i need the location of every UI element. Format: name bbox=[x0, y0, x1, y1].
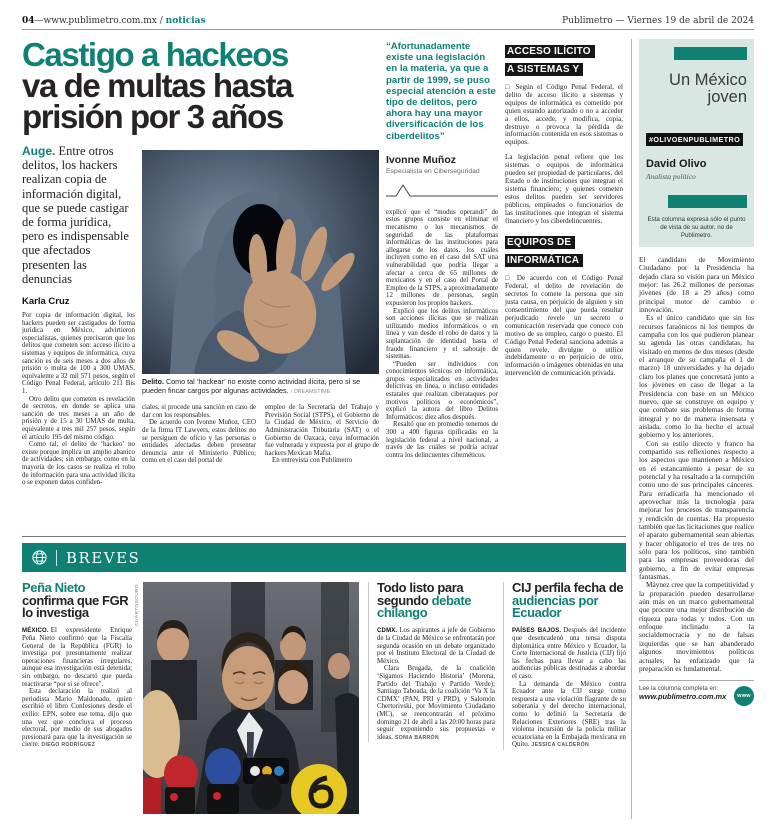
body-paragraph: Resaltó que en promedio tenemos de 300 a 400 figuras tipificadas en la legislación federal a nivel nacional, a través de las cuáles se podría actuar contra los delincuentes cibernéticos. bbox=[386, 421, 498, 459]
decorative-bar-bottom bbox=[668, 195, 747, 208]
opinion-paragraph: Con su estilo directo y franco ha compartido sus reflexiones respecto a los aspectos que mantienen a México en el estancamiento a pesar de su potencial y ha resaltado a la corrupción como uno de sus principales cánceres. Para erradicarla ha mencionado el aprovechar más la tecnología para mejorar los procesos de transparencia y rendición de cuentas. Ha propuesto también que las licitaciones que realice el aparato gubernamental sean abiertas y hacer obligatorio el tres de tres no sólo para los políticos, sino también para las empresas proveedoras del gobierno, a fin de evitar empresas fantasmas. bbox=[639, 438, 754, 582]
breves-articles bbox=[22, 582, 626, 819]
page-number: 04 bbox=[22, 16, 35, 26]
body-paragraph: Explicó que los delitos informáticos son acciones ilícitas que se realizan utilizando medios informáticos o en línea y van desde el robo de datos y la suplantación de identidad hasta el fraude financiero y el sabotaje de sistemas. bbox=[386, 307, 498, 361]
opinion-paragraph: Es el único candidato que sin los recursos faraónicos ni los tiempos de campaña con los que pudieron planear su agenda las otras candidatas, ha visitado en menos de dos meses (desde el arranque de su campaña el 1 de marzo) 18 universidades y ha dejado claro los planes que concretará junto a los jóvenes en caso de llegar a la Presidencia con base en un México nuevo, que se construye en equipo y que combate sus problemas de forma integral y no de manera insensata y aislada, como lo ha hecho el actual gobierno y los anteriores. bbox=[639, 313, 754, 440]
brief-title bbox=[377, 582, 495, 620]
bar-separator bbox=[56, 550, 57, 566]
opinion-paragraph: El candidato de Movimiento Ciudadano por la Presidencia ha dejado clara su visión para un México mejor: las 26.2 millones de personas jóvenes (de 18 a 29 años) como principal motor de cambio e innovación. bbox=[639, 255, 754, 315]
main-article bbox=[22, 39, 626, 531]
byline: Karla Cruz bbox=[22, 296, 70, 308]
headline-rest: va de multas hasta prisión por 3 años bbox=[22, 67, 293, 135]
quote-author-role: Especialista en Ciberseguridad bbox=[386, 167, 480, 175]
photo-caption bbox=[142, 378, 379, 396]
caption-text: Como tal ‘hackear’ no existe como actividad ilícita, pero sí se pueden fincar cargos por algunas actividades. bbox=[142, 377, 361, 395]
sidebar-column bbox=[505, 39, 623, 531]
quote-author: Ivonne Muñoz bbox=[386, 153, 456, 166]
caption-lead: Delito. bbox=[142, 377, 164, 386]
sidebar-title-2: EQUIPOS DE INFORMÁTICA bbox=[505, 236, 583, 267]
dateline: CDMX. bbox=[377, 627, 398, 634]
brief-paragraph bbox=[22, 688, 132, 750]
reporter-credit: JESSICA CALDERÓN bbox=[531, 742, 590, 749]
breves-label: BREVES bbox=[66, 548, 141, 567]
opinion-body bbox=[639, 256, 754, 673]
sidebar-title-1-wrap bbox=[505, 41, 597, 77]
opinion-footer bbox=[639, 680, 754, 701]
brief-title-rest: confirma que FGR lo investiga bbox=[22, 592, 129, 620]
sidebar-title-1: ACCESO ILÍCITO A SISTEMAS Y bbox=[505, 45, 595, 76]
header-left bbox=[22, 16, 206, 26]
globe-icon bbox=[32, 550, 47, 565]
body-paragraph: Por copia de información digital, los hackers pueden ser castigados de forma jurídica en México, advirtieron especialistas, quienes precisaron que los delitos que cometen son: acceso ilícito a sistemas y equipos de informática, cuya sanción es de seis meses a dos años de prisión o multa de 100 a 300 UMAS, equivalente a 32 mil 571 pesos, según el Código Penal Federal, artículo 211 Bis 1. bbox=[22, 312, 135, 395]
opinion-header-box bbox=[639, 39, 754, 247]
body-paragraph: En entrevista con Publímetro bbox=[272, 457, 353, 465]
text-column-3 bbox=[265, 404, 379, 465]
brief-text: Después del incidente que desencadenó una tensa disputa diplomática entre México y Ecuador, la Corte Internacional de Justicia (CIJ) fijó las fechas para llevar a cabo las audiencias públicas destinadas a abordar el caso. bbox=[512, 626, 627, 681]
footer-url: www.publimetro.com.mx bbox=[639, 692, 727, 702]
main-region bbox=[22, 39, 626, 819]
text-column-2 bbox=[142, 404, 256, 465]
brief-title-rest: CIJ perfila fecha de bbox=[512, 580, 624, 595]
section-divider bbox=[22, 536, 626, 537]
brief-title-accent: audiencias por Ecuador bbox=[512, 592, 599, 620]
brief-text: Esta declaración la realizó al periodista Mario Maldonado, quien escribió el libro Confesiones desde el exilio: EPN, sobre ese tema, dijo que una vez que concluya el proceso electoral, por medio de sus abogados presionará para que la investigación se cierre. bbox=[22, 688, 132, 749]
photo-agency-credit: CUARTOSCURO bbox=[135, 584, 140, 626]
opinion-column bbox=[631, 39, 754, 819]
press-photo-block bbox=[135, 582, 359, 819]
page-header bbox=[22, 16, 754, 30]
quote-column bbox=[386, 39, 498, 531]
body-paragraph: empleo de la Secretaría del Trabajo y Previsión Social (STPS), el Gobierno de la Ciudad de México, el Servicio de Administración Tributaria (SAT) o el Gobierno de Oaxaca, cuya información fue vulnerada y expuesta por el grupo de hackers Mexican Mafia. bbox=[265, 404, 379, 457]
www-icon bbox=[734, 686, 754, 706]
sidebar-paragraph: □ De acuerdo con el Código Penal Federal, el delito de revelación de secretos lo comete la persona que sin justa causa, en perjuicio de alguien y sin consentimiento del que pueda resultar perjudicado revele un secreto o comunicación reservada que conoce con motivo de su empleo, cargo o puesto. El Código Penal Federal sanciona además a quien revele, divulgue o utilice indebidamente o en perjuicio de otro, información o imágenes obtenidas en una intervención de comunicación privada. bbox=[505, 274, 623, 378]
masthead-date: Publimetro — Viernes 19 de abril de 2024 bbox=[562, 16, 754, 26]
hacker-photo bbox=[142, 150, 379, 374]
body-paragraph: ciales, si procede una sanción en caso de dar con los responsables. bbox=[142, 404, 256, 419]
brief-title bbox=[512, 582, 626, 620]
press-photo-illustration bbox=[143, 582, 359, 814]
intro-column bbox=[22, 142, 135, 487]
brief-title bbox=[22, 582, 132, 620]
headline-track bbox=[22, 39, 379, 531]
brief-paragraph bbox=[512, 627, 626, 681]
brief-title-accent: debate chilango bbox=[377, 592, 472, 620]
brief-paragraph bbox=[377, 627, 495, 666]
article-intro bbox=[22, 144, 135, 286]
decorative-bar-top bbox=[674, 47, 747, 60]
dateline: MÉXICO. bbox=[22, 627, 49, 634]
headline-accent: Castigo a hackeos bbox=[22, 39, 288, 73]
brief-text: Clara Brugada, de la coalición ‘Sigamos Haciendo Historia’ (Morena, Partido del Trabajo y Partido Verde); Santiago Taboada, de la coalición ‘Va X la CDMX’ (PAN, PRI y PRD), y Salomón Chertorivski, por Movimiento Ciudadano (MC), se reencontrarán el próximo domingo 21 de abril a las 20:00 horas para seguir exponiendo sus propuestas e ideas. bbox=[377, 665, 495, 741]
reporter-credit: SONIA BARRÓN bbox=[394, 734, 439, 741]
opinion-title: Un México joven bbox=[669, 71, 747, 106]
intro-text: Entre otros delitos, los hackers realizan copia de información digital, que se puede castigar de forma jurídica, pero es indispensable que afectados presenten las denuncias bbox=[22, 144, 129, 286]
sidebar-paragraph: La legislación penal refiere que los sistemas o equipos de informática pueden ser propiedad de particulares, del Estado o de instituciones que integran el sistema financiero; y quienes cometen estos delitos pueden ser servidores públicos, empleados o funcionarios de las instituciones que integran el sistema financiero y los ciberdelincuentes. bbox=[505, 153, 623, 225]
kicker: Auge. bbox=[22, 144, 56, 158]
brief-article-cij-ecuador bbox=[503, 582, 626, 750]
columnist-role: Analista político bbox=[646, 172, 696, 181]
pull-quote: “Afortunadamente existe una legislación en la materia, ya que a partir de 1999, se puso especial atención a este tipo de delitos, pero ahora hay una mayor diversificación de los ciberdelitos” bbox=[386, 41, 496, 142]
brief-paragraph bbox=[22, 627, 132, 689]
brief-article-pena-nieto bbox=[22, 582, 132, 750]
breves-section-bar bbox=[22, 543, 626, 572]
www-icon-text: www bbox=[737, 693, 751, 700]
body-paragraph: Como tal, el delito de ‘hackeo’ no existe porque implica un amplio abanico de actividades; sin embargo, como en la mayoría de los casos se realiza el robo de información para una actividad ilícita o se exponen datos confiden- bbox=[22, 441, 135, 487]
photo-column bbox=[142, 150, 379, 487]
reporter-credit: DIEGO RODRÍGUEZ bbox=[41, 742, 96, 749]
brief-paragraph bbox=[377, 665, 495, 742]
brief-text: El expresidente Enrique Peña Nieto confirmó que la Fiscalía General de la República (FGR) lo investiga por presuntamente realizar operaciones financieras irregulares, aunque esa investigación está detenida; sin embargo, no descartó que pueda reactivarse “por si se ofrece”. bbox=[22, 626, 132, 688]
body-paragraph: Otro delito que cometen es revelación de secretos, en donde se aplica una sanción de tres meses a un año de prisión y de 15 a 30 UMAS de multa, equivalente a tres mil 257 pesos, según el artículo 195 del mismo código. bbox=[22, 395, 135, 441]
columnist-name: David Olivo bbox=[646, 158, 707, 170]
hacker-photo-illustration bbox=[142, 150, 379, 374]
brief-paragraph bbox=[512, 681, 626, 750]
site-url: —www.publimetro.com.mx / bbox=[34, 16, 163, 26]
footer-label: Lee la columna completa en: bbox=[639, 685, 719, 693]
photo-credit: / DREAMSTIME bbox=[290, 388, 331, 395]
brief-title-accent: Peña Nieto bbox=[22, 580, 86, 595]
hashtag-badge: #OLIVOENPUBLIMETRO bbox=[646, 133, 743, 146]
section-label: noticias bbox=[165, 16, 206, 26]
body-paragraph: “Pueden ser individuos con conocimientos técnicos en informática, grupos especializados en actividades delictivas en línea, o incluso entidades estatales que realizan ciberataques por motivos políticos o económicos”, explicó la autora del libro Delitos Informáticos: diez años después. bbox=[386, 360, 498, 421]
brief-article-debate bbox=[368, 582, 495, 742]
sidebar-title-2-wrap bbox=[505, 232, 597, 268]
column-disclaimer: Esta columna expresa sólo el punto de vista de su autor, no de Publimetro. bbox=[647, 216, 746, 239]
body-paragraph: De acuerdo con Ivonne Muñoz, CEO de la firma IT Lawyers, estos delitos no se persiguen de oficio y las personas o entidades afectadas deben presentar denuncia ante el Ministerio Público; como en el caso del portal de bbox=[142, 419, 256, 465]
speech-bubble-divider bbox=[386, 183, 498, 202]
body-paragraph: explicó que el “modus operandi” de estos grupos consiste en eliminar el mecanismo o los mecanismos de seguridad de las plataformas informáticas de las instituciones para allegarse de los datos, los cuáles incluyen como en el caso del SAT una vulnerabilidad que podría llegar a afectar a cerca de 65 millones de mexicanos y en el caso del Portal de Empleo de la STPS, a aproximadamente 12 millones de personas, según expusieron los propios hackers. bbox=[386, 208, 498, 307]
brief-text: Los aspirantes a jefe de Gobierno de la Ciudad de México se enfrentarán por segunda ocasión en un debate organizado por el Instituto Electoral de la Ciudad de México. bbox=[377, 626, 495, 665]
brief-title-rest: Todo listo para segundo bbox=[377, 580, 464, 608]
dateline: PAÍSES BAJOS. bbox=[512, 627, 562, 634]
brief-text: La demanda de México contra Ecuador ante la CIJ surge como respuesta a una violación flagrante de su soberanía y del derecho internacional, como lo definió la Secretaría de Relaciones Exteriores (SRE) tras la violenta incursión de la policía militar ecuatoriana en la Embajada mexicana en Quito. bbox=[512, 680, 626, 749]
sidebar-paragraph: □ Según el Código Penal Federal, el delito de acceso ilícito a sistemas y equipos de informática es cometido por quien estando autorizado o no a acceder a ellos, accede, y modifica, copia, destruye o provoca la pérdida de información contenida en esos sistemas o equipos. bbox=[505, 83, 623, 147]
opinion-paragraph: Máynez cree que la competitividad y la preparación pueden desarrollarse aún más en un marco gubernamental que procure una mejor distribución de riqueza para todas y todos. Con un enfoque inclinado a la socialdemocracia y no de falsas izquierdas que se han abanderado algunos movimientos políticos actuales, ha enfatizado que la preparación es fundamental. bbox=[639, 580, 754, 673]
article-headline bbox=[22, 39, 379, 135]
